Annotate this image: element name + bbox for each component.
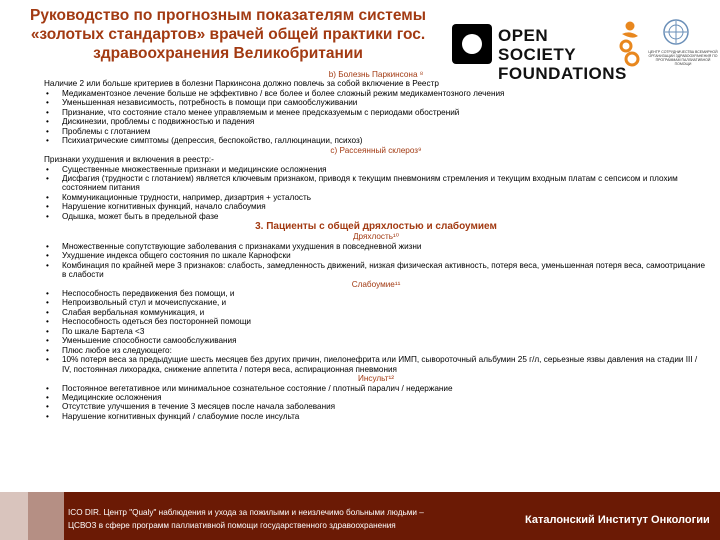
list-item: • Уменьшение способности самообслуживания xyxy=(44,336,708,345)
footer-decor xyxy=(0,492,64,540)
list-item: • Одышка, может быть в предельной фазе xyxy=(44,212,708,221)
list-item: • Плюс любое из следующего: xyxy=(44,346,708,355)
parkinson-intro: Наличие 2 или больше критериев в болезни Паркинсона должно повлечь за собой включение в Реестр xyxy=(44,79,439,89)
list-item: • Непроизвольный стул и мочеиспускание, и xyxy=(44,298,708,307)
ms-list xyxy=(44,165,708,222)
parkinson-heading: b) Болезнь Паркинсона ⁸ xyxy=(328,70,424,79)
list-item: • Комбинация по крайней мере 3 признаков: слабость, замедленность движений, низкая физическая активность, потеря веса, уменьшенная потеря веса, самоотрицание в слабости xyxy=(44,261,708,280)
parkinson-list xyxy=(44,89,708,146)
list-item: • Коммуникационные трудности, например, дизартрия + усталость xyxy=(44,193,708,202)
list-item: • Нарушение когнитивных функций, начало слабоумия xyxy=(44,202,708,211)
osf-line-2: FOUNDATIONS xyxy=(498,64,627,83)
open-society-mark-icon xyxy=(452,24,492,64)
collaborating-centre-text: ЦЕНТР СОТРУДНИЧЕСТВА ВСЕМИРНОЙ ОРГАНИЗАЦИИ ЗДРАВООХРАНЕНИЯ ПО ПРОГРАММАМ ПАЛЛИАТИВНОЙ ПОМОЩИ xyxy=(648,50,718,66)
who-emblem-icon xyxy=(662,18,690,46)
stroke-heading: Инсульт¹² xyxy=(357,374,395,384)
list-item: • Неспособность одеться без посторонней помощи xyxy=(44,317,708,326)
list-item: • 10% потеря веса за предыдущие шесть месяцев без других причин, пиелонефрита или ИМП, сывороточный альбумин 25 г/л, серьезные язвы давления на стадии III / IV, постоянная лихорадка, снижение аппетита / потеря веса, аспирационная пневмония xyxy=(44,355,708,374)
footer-line-2: ЦСВОЗ в сфере программ паллиативной помощи государственного здравоохранения xyxy=(68,521,396,530)
dementia-heading: Слабоумие¹¹ xyxy=(351,279,401,289)
list-item: • Уменьшенная независимость, потребность в помощи при самообслуживании xyxy=(44,98,708,107)
ms-intro: Признаки ухудшения и включения в реестр:- xyxy=(44,155,214,165)
list-item: • Психиатрические симптомы (депрессия, беспокойство, галлюцинации, психоз) xyxy=(44,136,708,145)
list-item: • Слабая вербальная коммуникация, и xyxy=(44,308,708,317)
list-item: • По шкале Бартела <3 xyxy=(44,327,708,336)
frailty-dementia-heading: 3. Пациенты с общей дряхлостью и слабоумием xyxy=(255,221,497,233)
title-line-1: Руководство по прогнозным показателям системы xyxy=(30,7,426,24)
list-item: • Дискинезии, проблемы с подвижностью и падения xyxy=(44,117,708,126)
list-item: • Отсутствие улучшения в течение 3 месяцев после начала заболевания xyxy=(44,402,708,411)
list-item: • Проблемы с глотанием xyxy=(44,127,708,136)
footer-institute: Каталонский Институт Онкологии xyxy=(525,514,710,526)
frailty-list xyxy=(44,242,708,280)
footer-line-1: ICO DIR. Центр "Qualy" наблюдения и ухода за пожилыми и неизлечимо больными людьми – xyxy=(68,508,424,517)
list-item: • Медицинские осложнения xyxy=(44,393,708,402)
ms-heading: c) Рассеянный склероз⁹ xyxy=(330,145,422,155)
list-item: • Постоянное вегетативное или минимальное сознательное состояние / плотный паралич / недержание xyxy=(44,384,708,393)
list-item: • Ухудшение индекса общего состояния по шкале Карнофски xyxy=(44,251,708,260)
title-line-3: здравоохранения Великобритании xyxy=(93,45,363,62)
dementia-list xyxy=(44,289,708,374)
content-body xyxy=(44,70,708,421)
list-item: • Нарушение когнитивных функций / слабоумие после инсульта xyxy=(44,412,708,421)
list-item: • Множественные сопутствующие заболевания с признаками ухудшения в повседневной жизни xyxy=(44,242,708,251)
page-title xyxy=(8,6,448,63)
palliative-care-logo-icon xyxy=(617,20,643,68)
list-item: • Дисфагия (трудности с глотанием) является ключевым признаком, приводя к текущим пневмониям стремления и текущим входным платам с сепсисом и плохим состоянием питания xyxy=(44,174,708,193)
open-society-logo xyxy=(452,24,627,83)
footer-bar xyxy=(0,492,720,540)
osf-line-1: OPEN SOCIETY xyxy=(498,26,577,64)
list-item: • Признание, что состояние стало менее управляемым и менее предсказуемым с периодами обострений xyxy=(44,108,708,117)
footer-text xyxy=(68,506,424,532)
title-line-2: «золотых стандартов» врачей общей практики гос. xyxy=(30,26,426,43)
list-item: • Неспособность передвижения без помощи, и xyxy=(44,289,708,298)
frailty-heading: Дряхлость¹⁰ xyxy=(352,232,400,242)
stroke-list xyxy=(44,384,708,422)
list-item: • Медикаментозное лечение больше не эффективно / все более и более сложный режим медикаментозного лечения xyxy=(44,89,708,98)
list-item: • Существенные множественные признаки и медицинские осложнения xyxy=(44,165,708,174)
